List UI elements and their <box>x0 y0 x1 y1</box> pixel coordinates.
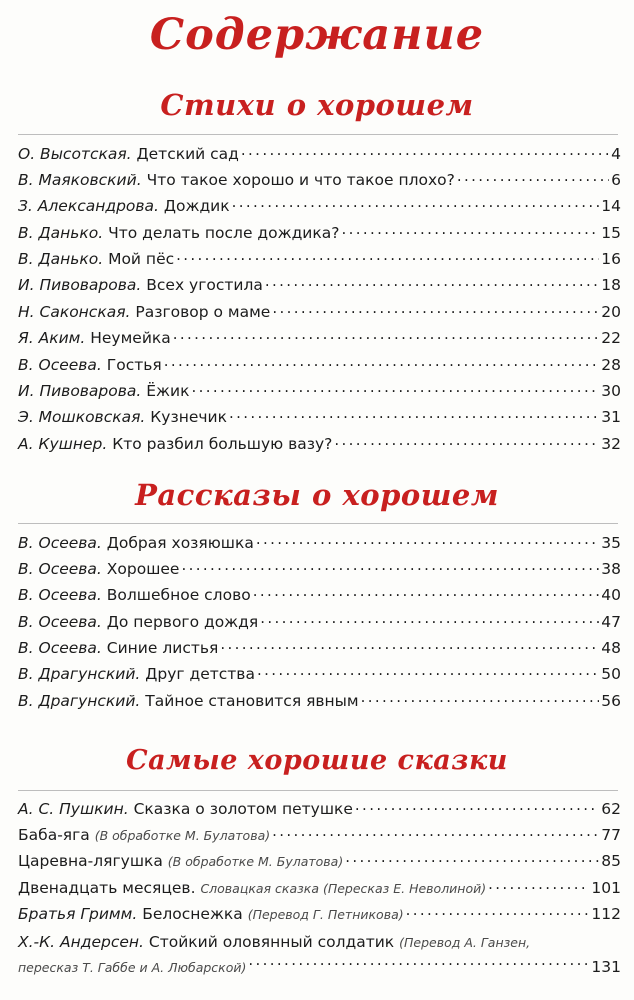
entry-author: Х.-К. Андерсен. <box>18 932 144 951</box>
entry-title: Мой пёс <box>108 250 175 269</box>
toc-entry[interactable] <box>18 877 621 903</box>
entry-title: Неумейка <box>90 329 171 348</box>
entry-page: 28 <box>601 355 621 374</box>
dot-leader <box>256 532 599 548</box>
dot-leader <box>457 169 609 185</box>
entry-page: 85 <box>601 852 621 871</box>
entry-author: Э. Мошковская. <box>18 408 146 427</box>
page-title: Содержание <box>149 10 485 60</box>
toc-entry[interactable] <box>18 851 621 877</box>
toc-entry[interactable] <box>18 798 621 824</box>
toc-entry[interactable] <box>18 301 621 327</box>
entry-note: Словацкая сказка (Пересказ Е. Неволиной) <box>200 880 487 896</box>
toc-entry[interactable] <box>18 690 621 716</box>
entry-note: (Перевод Г. Петникова) <box>247 907 404 923</box>
toc-entry[interactable] <box>18 558 621 584</box>
entry-page: 31 <box>601 408 621 427</box>
entry-page: 56 <box>601 691 621 710</box>
dot-leader <box>164 354 600 370</box>
toc-entry[interactable] <box>18 328 621 354</box>
entry-author: В. Маяковский. <box>18 170 142 189</box>
toc-entry[interactable] <box>18 407 621 433</box>
section-divider <box>18 523 618 524</box>
entry-page: 14 <box>601 197 621 216</box>
dot-leader <box>265 275 599 291</box>
entry-title: Кузнечик <box>150 408 227 427</box>
section-title-fairy-tales: Самые хорошие сказки <box>126 745 508 776</box>
entry-author: В. Осеева. <box>18 533 102 552</box>
entry-author: И. Пивоварова. <box>18 382 142 401</box>
dot-leader <box>241 143 609 159</box>
entry-page: 101 <box>591 878 621 897</box>
dot-leader <box>406 904 590 920</box>
toc-entry[interactable] <box>18 381 621 407</box>
toc-entry[interactable] <box>18 249 621 275</box>
entry-author: В. Осеева. <box>18 355 102 374</box>
section-divider <box>18 790 618 791</box>
entry-page: 30 <box>601 382 621 401</box>
entry-page: 40 <box>601 586 621 605</box>
toc-entry[interactable] <box>18 354 621 380</box>
dot-leader <box>229 407 599 423</box>
entry-title: Всех угостила <box>146 276 263 295</box>
dot-leader <box>334 433 599 449</box>
dot-leader <box>272 824 599 840</box>
toc-entry[interactable] <box>18 222 621 248</box>
dot-leader <box>173 328 600 344</box>
toc-entry[interactable] <box>18 611 621 637</box>
dot-leader <box>341 222 599 238</box>
dot-leader <box>488 877 589 893</box>
entry-author: В. Осеева. <box>18 586 102 605</box>
entry-title: Сказка о золотом петушке <box>133 799 353 818</box>
entry-page: 77 <box>601 825 621 844</box>
toc-list-fairy-tales <box>18 798 621 980</box>
entry-title: Добрая хозяюшка <box>106 533 254 552</box>
toc-entry[interactable] <box>18 169 621 195</box>
dot-leader <box>361 690 600 706</box>
entry-page: 112 <box>591 905 621 924</box>
entry-page: 4 <box>611 144 621 163</box>
entry-author: А. Кушнер. <box>18 434 108 453</box>
dot-leader <box>272 301 599 317</box>
entry-title: Друг детства <box>145 665 255 684</box>
entry-author: Братья Гримм. <box>18 905 138 924</box>
toc-list-poems <box>18 143 621 460</box>
entry-title: До первого дождя <box>106 612 259 631</box>
toc-entry[interactable] <box>18 585 621 611</box>
dot-leader <box>220 638 599 654</box>
entry-note: (В обработке М. Булатова) <box>94 827 271 843</box>
entry-page: 6 <box>611 170 621 189</box>
entry-title: Разговор о маме <box>135 302 271 321</box>
entry-note: (В обработке М. Булатова) <box>167 854 344 870</box>
entry-title: Что такое хорошо и что такое плохо? <box>146 170 455 189</box>
toc-entry[interactable] <box>18 638 621 664</box>
entry-author: Н. Саконская. <box>18 302 131 321</box>
dot-leader <box>345 851 599 867</box>
entry-title: Ёжик <box>146 382 190 401</box>
entry-title: Дождик <box>163 197 230 216</box>
entry-page: 18 <box>601 276 621 295</box>
entry-title: Царевна-лягушка <box>18 852 163 871</box>
entry-title: Хорошее <box>106 559 180 578</box>
toc-entry[interactable] <box>18 664 621 690</box>
entry-author: В. Данько. <box>18 250 104 269</box>
toc-entry[interactable] <box>18 930 621 980</box>
entry-title: Что делать после дождика? <box>108 223 340 242</box>
entry-page: 15 <box>601 223 621 242</box>
entry-author: В. Осеева. <box>18 639 102 658</box>
entry-page: 47 <box>601 612 621 631</box>
entry-page: 22 <box>601 329 621 348</box>
entry-page: 32 <box>601 434 621 453</box>
section-title-stories: Рассказы о хорошем <box>135 478 499 512</box>
entry-author: Я. Аким. <box>18 329 86 348</box>
dot-leader <box>176 249 599 265</box>
toc-entry[interactable] <box>18 143 621 169</box>
entry-page: 38 <box>601 559 621 578</box>
toc-list-stories <box>18 532 621 717</box>
entry-author: В. Драгунский. <box>18 665 141 684</box>
section-title-poems: Стихи о хорошем <box>160 88 474 122</box>
entry-note-continued: пересказ Т. Габбе и А. Любарской) <box>18 959 247 975</box>
section-divider <box>18 134 618 135</box>
entry-author: З. Александрова. <box>18 197 159 216</box>
dot-leader <box>191 381 599 397</box>
entry-note: (Перевод А. Ганзен, <box>399 934 531 950</box>
entry-page: 50 <box>601 665 621 684</box>
entry-author: В. Данько. <box>18 223 104 242</box>
dot-leader <box>253 585 600 601</box>
entry-title: Детский сад <box>136 144 239 163</box>
entry-title: Баба-яга <box>18 825 90 844</box>
entry-author: И. Пивоварова. <box>18 276 142 295</box>
entry-author: В. Осеева. <box>18 559 102 578</box>
dot-leader <box>248 956 589 972</box>
entry-page: 48 <box>601 639 621 658</box>
entry-title: Тайное становится явным <box>145 691 359 710</box>
entry-page: 131 <box>591 957 621 976</box>
entry-author: О. Высотская. <box>18 144 132 163</box>
entry-author: В. Осеева. <box>18 612 102 631</box>
toc-entry[interactable] <box>18 196 621 222</box>
entry-title: Синие листья <box>106 639 219 658</box>
entry-page: 62 <box>601 799 621 818</box>
toc-entry[interactable] <box>18 275 621 301</box>
dot-leader <box>355 798 599 814</box>
entry-page: 35 <box>601 533 621 552</box>
entry-title: Гостья <box>106 355 162 374</box>
dot-leader <box>181 558 599 574</box>
entry-title: Стойкий оловянный солдатик <box>148 932 395 951</box>
entry-title: Двенадцать месяцев. <box>18 878 196 897</box>
entry-title: Белоснежка <box>142 905 243 924</box>
toc-entry[interactable] <box>18 904 621 930</box>
toc-entry[interactable] <box>18 532 621 558</box>
entry-title: Волшебное слово <box>106 586 251 605</box>
toc-entry[interactable] <box>18 824 621 850</box>
entry-page: 16 <box>601 250 621 269</box>
dot-leader <box>260 611 599 627</box>
entry-title: Кто разбил большую вазу? <box>112 434 333 453</box>
toc-entry[interactable] <box>18 433 621 459</box>
dot-leader <box>232 196 600 212</box>
entry-page: 20 <box>601 302 621 321</box>
entry-author: В. Драгунский. <box>18 691 141 710</box>
dot-leader <box>257 664 599 680</box>
entry-author: А. С. Пушкин. <box>18 799 129 818</box>
